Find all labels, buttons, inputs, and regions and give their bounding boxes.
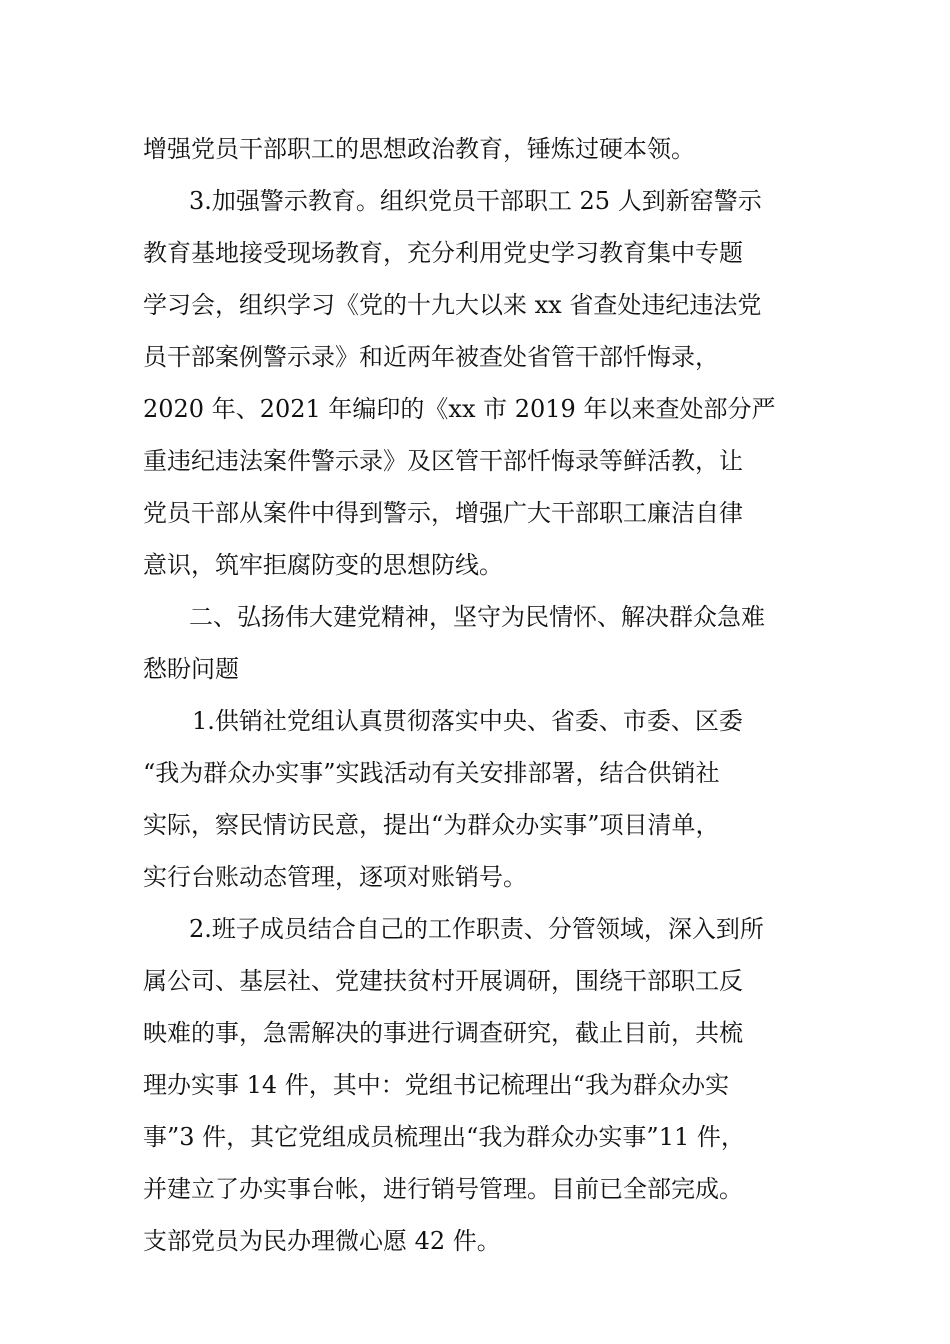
section-heading-two: 二、弘扬伟大建党精神，坚守为民情怀、解决群众急难 (189, 603, 765, 631)
text-line: 员干部案例警示录》和近两年被查处省管干部忏悔录， (143, 343, 719, 371)
text-line: 增强党员干部职工的思想政治教育，锤炼过硬本领。 (143, 135, 695, 163)
text-line: 实际，察民情访民意，提出“为群众办实事”项目清单， (143, 811, 720, 839)
text-line: 教育基地接受现场教育，充分利用党史学习教育集中专题 (143, 239, 743, 267)
text-line: 理办实事 14 件，其中：党组书记梳理出“我为群众办实 (143, 1071, 730, 1099)
text-line: 实行台账动态管理，逐项对账销号。 (143, 863, 527, 891)
text-line: 映难的事，急需解决的事进行调查研究，截止目前，共梳 (143, 1019, 743, 1047)
text-line: 2020 年、2021 年编印的《xx 市 2019 年以来查处部分严 (143, 395, 776, 423)
text-line: 支部党员为民办理微心愿 42 件。 (143, 1227, 501, 1255)
text-line: 重违纪违法案件警示录》及区管干部忏悔录等鲜活教，让 (143, 447, 743, 475)
paragraph-item-one-start: 1.供销社党组认真贯彻落实中央、省委、市委、区委 (192, 707, 743, 735)
text-line: 意识，筑牢拒腐防变的思想防线。 (143, 551, 503, 579)
section-heading-two-continued: 愁盼问题 (143, 655, 239, 683)
text-line: 事”3 件，其它党组成员梳理出“我为群众办实事”11 件， (143, 1123, 745, 1151)
text-line: 党员干部从案件中得到警示，增强广大干部职工廉洁自律 (143, 499, 743, 527)
text-line: 学习会，组织学习《党的十九大以来 xx 省查处违纪违法党 (143, 291, 762, 319)
paragraph-warning-education-start: 3.加强警示教育。组织党员干部职工 25 人到新窑警示 (189, 187, 762, 215)
text-line: 并建立了办实事台帐，进行销号管理。目前已全部完成。 (143, 1175, 743, 1203)
text-line: “我为群众办实事”实践活动有关安排部署，结合供销社 (143, 759, 720, 787)
paragraph-item-two-start: 2.班子成员结合自己的工作职责、分管领域，深入到所 (189, 915, 764, 943)
text-line: 属公司、基层社、党建扶贫村开展调研，围绕干部职工反 (143, 967, 743, 995)
